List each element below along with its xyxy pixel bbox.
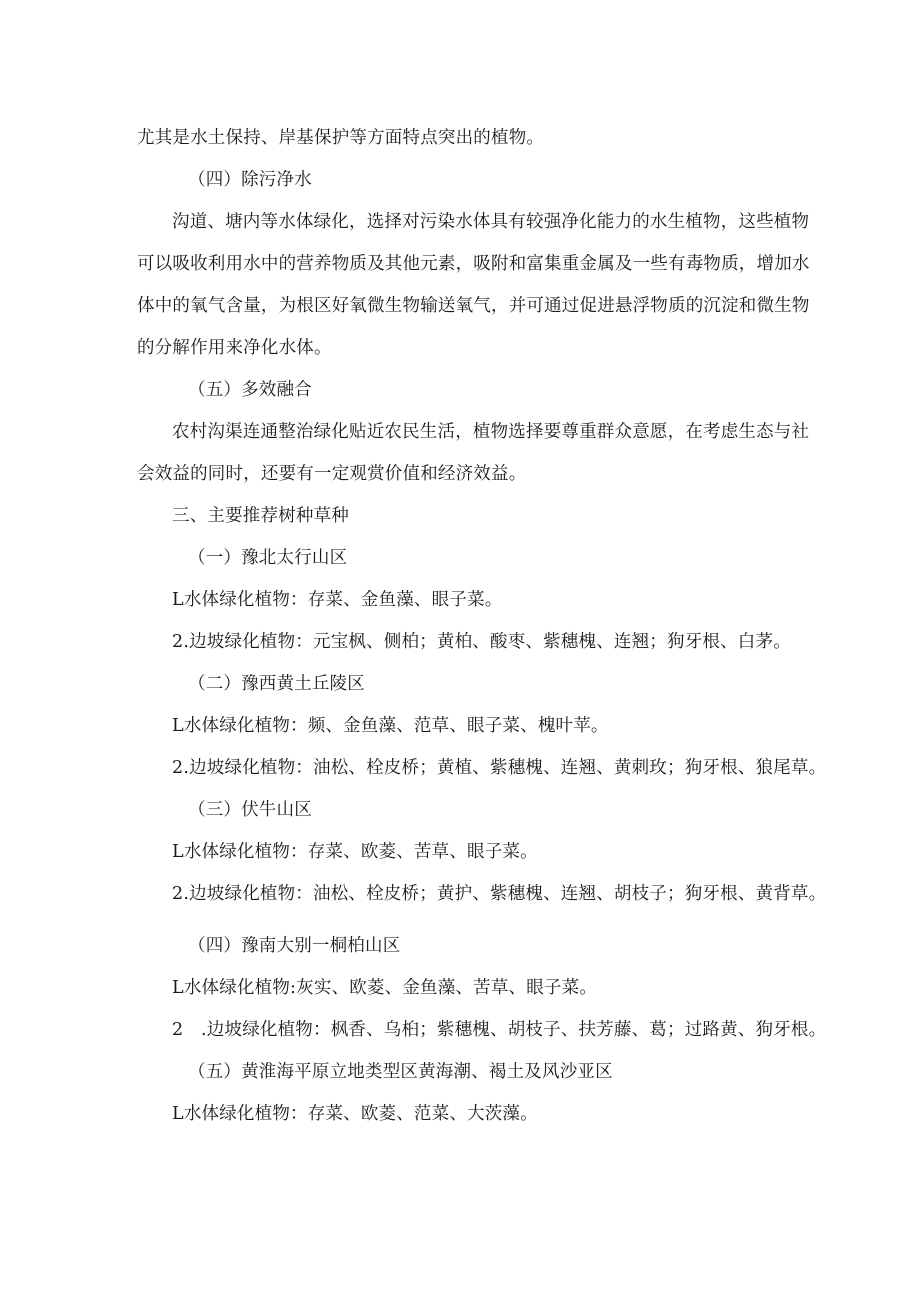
list-item: L水体绿化植物：存菜、欧菱、苦草、眼子菜。 <box>172 842 538 862</box>
paragraph-line: 尤其是水土保持、岸基保护等方面特点突出的植物。 <box>137 128 545 148</box>
region-heading-5: （五）黄淮海平原立地类型区黄海潮、褐土及风沙亚区 <box>188 1062 613 1082</box>
list-item: L水体绿化植物：存菜、欧菱、范菜、大茨藻。 <box>172 1104 538 1124</box>
paragraph-line: 体中的氧气含量，为根区好氧微生物输送氧气，并可通过促进悬浮物质的沉淀和微生物 <box>137 296 810 316</box>
paragraph-line: 沟道、塘内等水体绿化，选择对污染水体具有较强净化能力的水生植物，这些植物 <box>172 212 810 232</box>
paragraph-line: 会效益的同时，还要有一定观赏价值和经济效益。 <box>137 464 527 484</box>
list-item: L水体绿化植物:灰实、欧菱、金鱼藻、苦草、眼子菜。 <box>172 978 598 998</box>
chapter-heading: 三、主要推荐树种草种 <box>172 506 349 526</box>
region-heading-3: （三）伏牛山区 <box>188 800 312 820</box>
list-item: L水体绿化植物：频、金鱼藻、范草、眼子菜、槐叶苹。 <box>172 716 609 736</box>
list-item: 2 .边坡绿化植物：枫香、乌桕；紫穗槐、胡枝子、扶芳藤、葛；过路黄、狗牙根。 <box>172 1020 827 1040</box>
list-item: 2.边坡绿化植物：油松、栓皮桥；黄植、紫穗槐、连翘、黄刺玫；狗牙根、狼尾草。 <box>172 758 827 778</box>
section-heading-4: （四）除污净水 <box>188 170 312 190</box>
region-heading-2: （二）豫西黄土丘陵区 <box>188 674 365 694</box>
paragraph-line: 可以吸收利用水中的营养物质及其他元素，吸附和富集重金属及一些有毒物质，增加水 <box>137 254 810 274</box>
list-item: 2.边坡绿化植物：油松、栓皮桥；黄护、紫穗槐、连翘、胡枝子；狗牙根、黄背草。 <box>172 884 827 904</box>
paragraph-line: 的分解作用来净化水体。 <box>137 338 332 358</box>
region-heading-4: （四）豫南大别一桐柏山区 <box>188 936 401 956</box>
list-item: 2.边坡绿化植物：元宝枫、侧柏；黄柏、酸枣、紫穗槐、连翘；狗牙根、白茅。 <box>172 632 791 652</box>
list-item: L水体绿化植物：存菜、金鱼藻、眼子菜。 <box>172 590 503 610</box>
paragraph-line: 农村沟渠连通整治绿化贴近农民生活，植物选择要尊重群众意愿，在考虑生态与社 <box>172 422 810 442</box>
section-heading-5: （五）多效融合 <box>188 380 312 400</box>
region-heading-1: （一）豫北太行山区 <box>188 548 348 568</box>
